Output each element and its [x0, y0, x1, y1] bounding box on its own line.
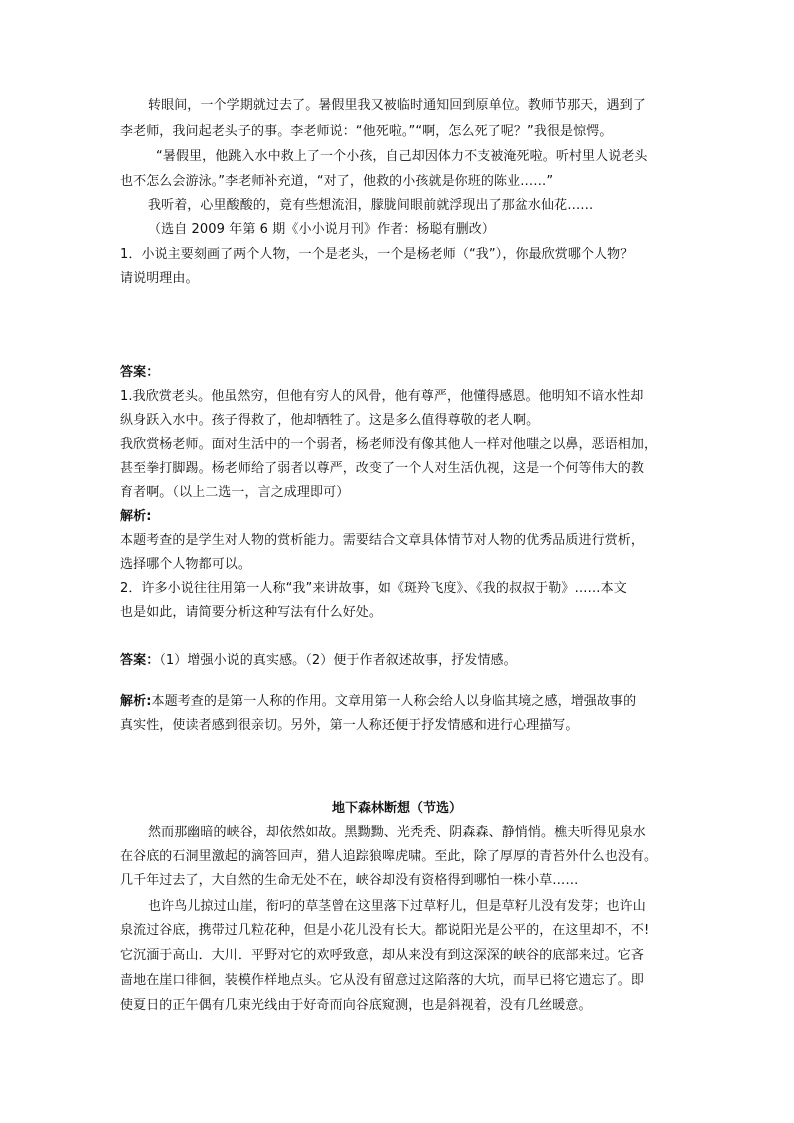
question-2-cont: 也是如此，请简要分析这种写法有什么好处。 — [120, 605, 383, 620]
story-paragraph: 转眼间，一个学期就过去了。暑假里我又被临时通知回到原单位。教师节那天，遇到了 — [148, 98, 646, 113]
essay-title: 地下森林断想（节选） — [331, 801, 462, 816]
story-paragraph: 我听着，心里酸酸的，竟有些想流泪，朦胧间眼前就浮现出了那盆水仙花…… — [148, 198, 594, 213]
answer-line: 1.我欣赏老头。他虽然穷，但他有穷人的风骨，他有尊严，他懂得感恩。他明知不谙水性却 — [120, 389, 644, 404]
question-2: 2．许多小说往往用第一人称“我”来讲故事，如《斑羚飞度》、《我的叔叔于勒》……本文 — [120, 581, 627, 596]
story-paragraph: 也不怎么会游泳。”李老师补充道，“对了，他救的小孩就是你班的陈业……” — [120, 174, 554, 189]
answer-text: （1）增强小说的真实感。（2）便于作者叙述故事，抒发情感。 — [159, 653, 517, 668]
question-1: 1．小说主要刻画了两个人物，一个是老头，一个是杨老师（“我”），你最欣赏哪个人物？ — [120, 247, 634, 262]
answer-line: 我欣赏杨老师。面对生活中的一个弱者，杨老师没有像其他人一样对他嗤之以鼻，恶语相加， — [120, 437, 658, 452]
answer-label: 答案： — [120, 365, 160, 380]
analysis-line: 本题考查的是学生对人物的赏析能力。需要结合文章具体情节对人物的优秀品质进行赏析， — [120, 533, 645, 548]
answer-line: 纵身跃入水中。孩子得救了，他却牺牲了。这是多么值得尊敬的老人啊。 — [120, 413, 540, 428]
essay-line: 然而那幽暗的峡谷，却依然如故。黑黝黝、光秃秃、阴森森、静悄悄。樵夫听得见泉水 — [148, 825, 646, 840]
analysis-label: 解析: — [120, 694, 152, 709]
answer-2 — [120, 649, 690, 673]
essay-line: 也许鸟儿掠过山崖，衔叼的草茎曾在这里落下过草籽儿，但是草籽儿没有发芽；也许山 — [148, 899, 646, 914]
essay-line: 几千年过去了，大自然的生命无处不在，峡谷却没有资格得到哪怕一株小草…… — [120, 873, 579, 888]
analysis-line: 选择哪个人物都可以。 — [120, 557, 252, 572]
question-1-cont: 请说明理由。 — [120, 271, 199, 286]
essay-line: 啬地在崖口徘徊，装模作样地点头。它从没有留意过这陷落的大坑，而早已将它遗忘了。即 — [120, 973, 645, 988]
analysis-text: 本题考查的是第一人称的作用。文章用第一人称会给人以身临其境之感，增强故事的 — [151, 694, 637, 709]
story-paragraph: “暑假里，他跳入水中救上了一个小孩，自己却因体力不支被淹死啦。听村里人说老头 — [156, 149, 648, 164]
story-source: （选自 2009 年第 6 期《小小说月刊》作者：杨聪有删改） — [148, 222, 495, 237]
answer-line: 育者啊。（以上二选一，言之成理即可） — [120, 485, 350, 500]
analysis-label: 解析: — [120, 509, 152, 524]
answer-line: 甚至拳打脚踢。杨老师给了弱者以尊严，改变了一个人对生活仇视，这是一个何等伟大的教 — [120, 461, 645, 476]
essay-line: 在谷底的石洞里激起的滴答回声，猎人追踪狼嗥虎啸。至此，除了厚厚的青苔外什么也没有。 — [120, 849, 658, 864]
analysis-2 — [120, 690, 690, 714]
answer-label: 答案： — [120, 653, 160, 668]
essay-line: 使夏日的正午偶有几束光线由于好奇而向谷底窥测，也是斜视着，没有几丝暖意。 — [120, 998, 592, 1013]
analysis-line: 真实性，使读者感到很亲切。另外，第一人称还便于抒发情感和进行心理描写。 — [120, 718, 579, 733]
essay-line: 它沉湎于高山．大川．平野对它的欢呼致意，却从来没有到这深深的峡谷的底部来过。它吝 — [120, 948, 645, 963]
essay-line: 泉流过谷底，携带过几粒花种，但是小花儿没有长大。都说阳光是公平的，在这里却不，不! — [120, 923, 650, 938]
story-paragraph: 李老师，我问起老头子的事。李老师说：“他死啦。”“啊，怎么死了呢？”我很是惊愕。 — [120, 124, 613, 139]
